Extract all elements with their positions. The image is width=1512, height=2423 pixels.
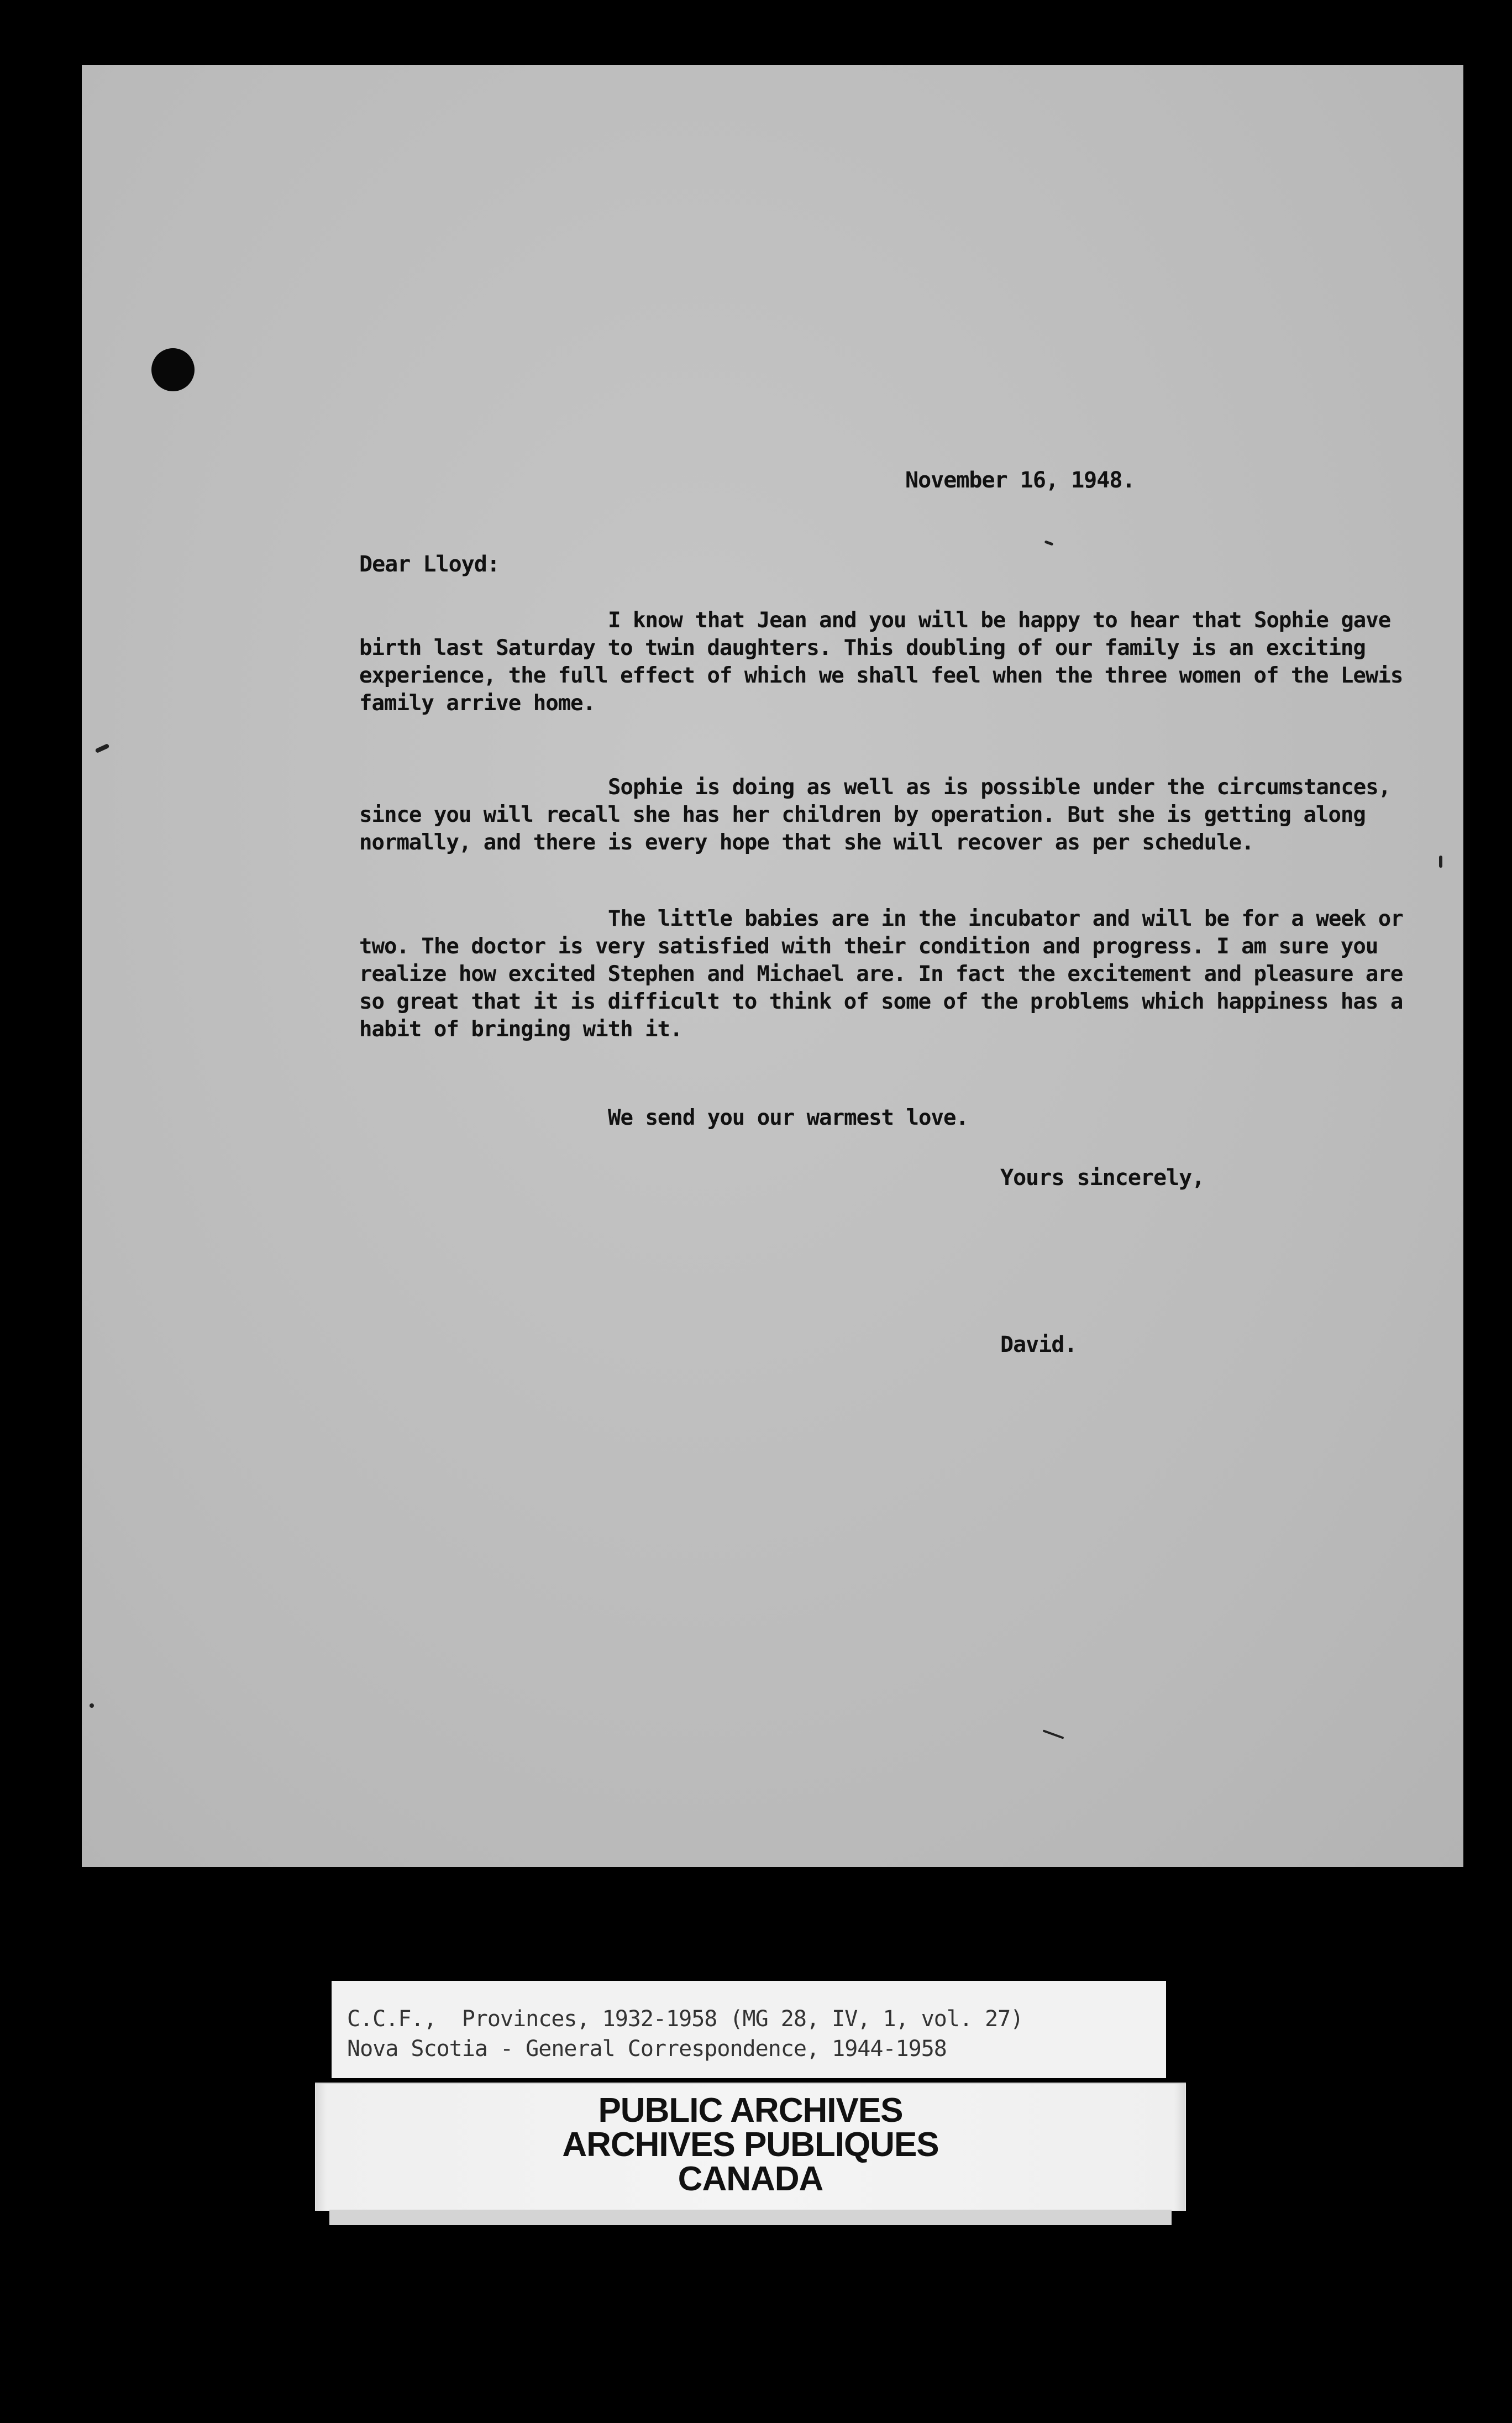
- letter-paragraph: I know that Jean and you will be happy to hear that Sophie gave birth last Saturday to twin daughters. This doubling of our family is an exciting experience, the full effect of which we shall feel when the three women of the Lewis family arrive home.: [359, 608, 1403, 716]
- letter-paragraph: We send you our warmest love.: [608, 1105, 968, 1130]
- archive-stamp-line: ARCHIVES PUBLIQUES: [562, 2126, 939, 2164]
- archive-reference-line: C.C.F., Provinces, 1932-1958 (MG 28, IV, 1, vol. 27): [347, 2006, 1023, 2032]
- letter-page: [82, 65, 1463, 1867]
- scan-speck: [95, 743, 110, 753]
- letter-date: November 16, 1948.: [905, 468, 1135, 493]
- letter-paragraph: Sophie is doing as well as is possible under the circumstances, since you will recall she has her children by operation. But she is getting along normally, and there is every hope that she will recover as per schedule.: [359, 775, 1391, 855]
- archive-stamp: [315, 2083, 1186, 2211]
- letter-paragraph: The little babies are in the incubator and will be for a week or two. The doctor is very satisfied with their condition and progress. I am sure you realize how excited Stephen and Michael are. In fact the excitement and pleasure are so great that it is difficult to think of some of the problems which happiness has a habit of bringing with it.: [359, 906, 1403, 1042]
- letter-signature: David.: [1000, 1332, 1077, 1357]
- archive-stamp-edge: [329, 2210, 1172, 2225]
- letter-salutation: Dear Lloyd:: [359, 552, 500, 577]
- scan-speck: [90, 1703, 94, 1708]
- archive-reference-label: [332, 1981, 1166, 2078]
- archive-reference-line: Nova Scotia - General Correspondence, 1944-1958: [347, 2036, 947, 2062]
- archive-stamp-line: PUBLIC ARCHIVES: [598, 2091, 903, 2130]
- scan-speck: [1043, 1729, 1064, 1739]
- scan-speck: [1044, 540, 1054, 546]
- archive-stamp-line: CANADA: [678, 2160, 823, 2198]
- punch-hole: [151, 348, 195, 391]
- letter-closing: Yours sincerely,: [1000, 1165, 1205, 1190]
- scan-speck: [1439, 856, 1442, 868]
